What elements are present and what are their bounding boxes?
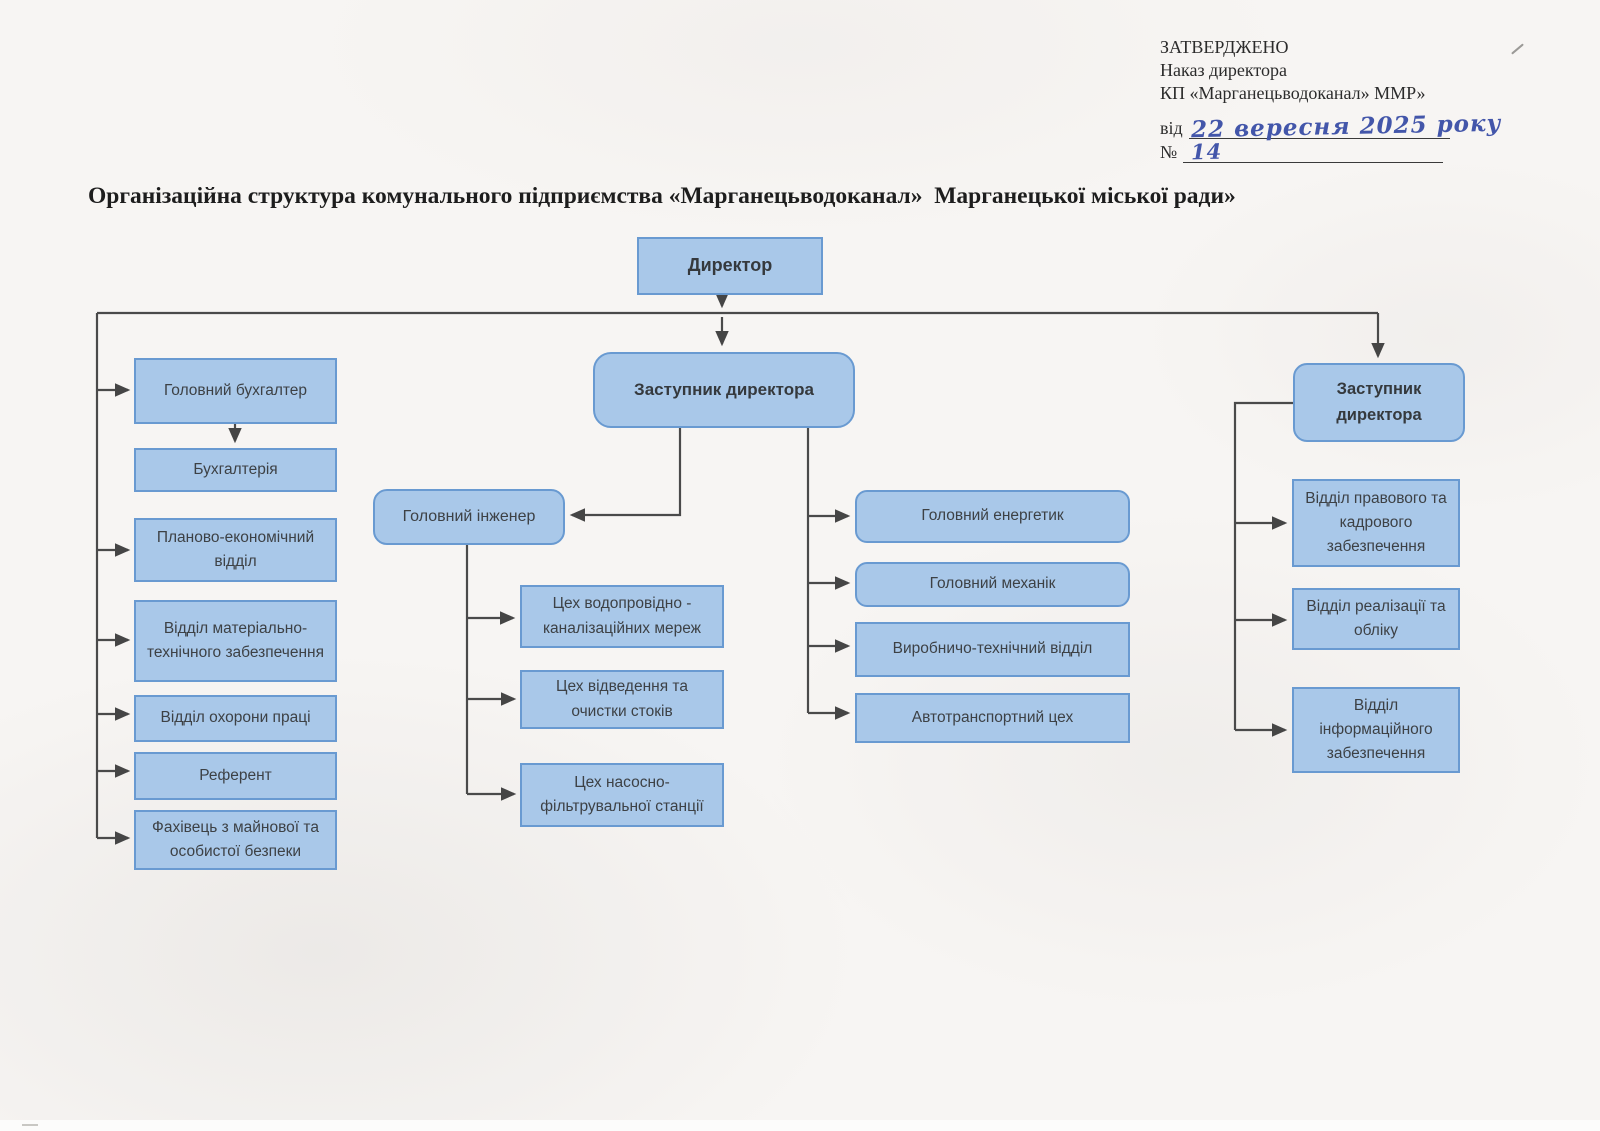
node-material-technical: Відділ матеріально-технічного забезпечення [134,600,337,682]
approval-heading: ЗАТВЕРДЖЕНО [1160,37,1289,57]
node-chief-engineer: Головний інженер [373,489,565,545]
node-sales-accounting: Відділ реалізації та обліку [1292,588,1460,650]
date-underline [1189,108,1502,144]
node-drainage-treatment-shop: Цех відведення та очистки стоків [520,670,724,729]
scan-artifact [22,1124,38,1126]
node-pump-filter-shop: Цех насосно-фільтрувальної станції [520,763,724,827]
node-chief-power-engineer: Головний енергетик [855,490,1130,543]
node-accounting: Бухгалтерія [134,448,337,492]
node-production-technical: Виробничо-технічний відділ [855,622,1130,677]
node-chief-accountant: Головний бухгалтер [134,358,337,424]
approval-number-row [1160,136,1443,163]
node-information-support: Відділ інформаційного забезпечення [1292,687,1460,773]
approval-company-line: КП «Марганецьводоканал» ММР» [1160,83,1426,103]
node-deputy-director-right: Заступник директора [1293,363,1465,442]
approval-order-line: Наказ директора [1160,60,1287,80]
page-title: Організаційна структура комунального підприємства «Марганецьводоканал» Марганецької міської ради» [88,183,1236,209]
date-prefix: від [1160,118,1183,138]
node-director: Директор [637,237,823,295]
node-legal-hr: Відділ правового та кадрового забезпечення [1292,479,1460,567]
node-deputy-director-center: Заступник директора [593,352,855,428]
number-prefix: № [1160,142,1178,162]
number-underline [1183,136,1443,163]
approval-date-row [1160,108,1502,144]
node-auto-transport-shop: Автотранспортний цех [855,693,1130,743]
node-referent: Референт [134,752,337,800]
scanner-edge [0,1120,1600,1131]
node-property-security: Фахівець з майнової та особистої безпеки [134,810,337,870]
node-planning-economic: Планово-економічний відділ [134,518,337,582]
approval-block [1160,36,1460,105]
node-chief-mechanic: Головний механік [855,562,1130,607]
node-water-sewer-shop: Цех водопровідно - каналізаційних мереж [520,585,724,648]
handwritten-number: 14 [1190,138,1223,165]
handwritten-date: 22 вересня 2025 року [1190,109,1502,144]
node-labor-protection: Відділ охорони праці [134,695,337,742]
